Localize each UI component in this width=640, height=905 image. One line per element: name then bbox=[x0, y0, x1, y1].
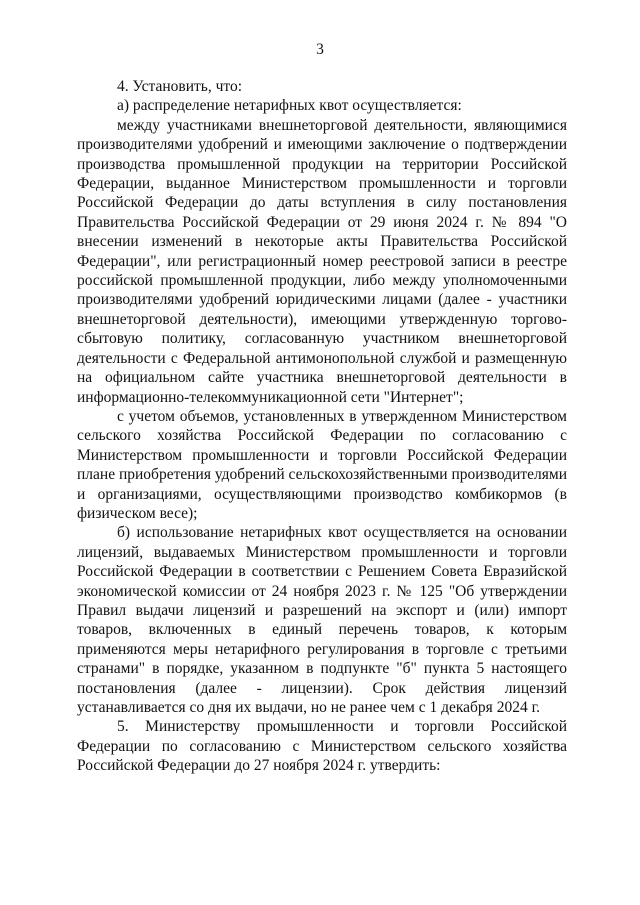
document-body bbox=[77, 77, 567, 776]
paragraph-subitem-a: а) распределение нетарифных квот осуществляется: bbox=[117, 97, 462, 115]
paragraph-item-4-heading: 4. Установить, что: bbox=[117, 78, 243, 95]
paragraph-quota-participants: между участниками внешнеторговой деятельности, являющимися производителями удобрений и имеющими заключение о подтверждении производства промышленной продукции на территории Российской Федерации, выданное Министерством промышленности и торговли Российской Федерации до даты вступления в силу постановления Правительства Российской Федерации от 29 июня 2024 г. № 894 "О внесении изменений в некоторые акты Правительства Российской Федерации", или регистрационный номер реестровой записи в реестре российской промышленной продукции, либо между уполномоченными производителями удобрений юридическими лицами (далее - участники внешнеторговой деятельности), имеющими утвержденную торгово-сбытовую политику, согласованную участником внешнеторговой деятельности с Федеральной антимонопольной службой и размещенную на официальном сайте участника внешнеторговой деятельности в информационно-телекоммуникационной сети "Интернет"; bbox=[77, 116, 567, 406]
paragraph-item-5: 5. Министерству промышленности и торговли Российской Федерации по согласованию с Министерством сельского хозяйства Российской Федерации до 27 ноября 2024 г. утвердить: bbox=[77, 718, 567, 775]
paragraph-quota-volumes: с учетом объемов, установленных в утвержденном Министерством сельского хозяйства Российской Федерации по согласованию с Министерством промышленности и торговли Российской Федерации плане приобретения удобрений сельскохозяйственными производителями и организациями, осуществляющими производство комбикормов (в физическом весе); bbox=[77, 407, 567, 522]
paragraph-subitem-b-licenses: б) использование нетарифных квот осуществляется на основании лицензий, выдаваемых Министерством промышленности и торговли Российской Федерации в соответствии с Решением Совета Евразийской экономической комиссии от 24 ноября 2023 г. № 125 "Об утверждении Правил выдачи лицензий и разрешений на экспорт и (или) импорт товаров, включенных в единый перечень товаров, к которым применяются меры нетарифного регулирования в торговле с третьими странами" в порядке, указанном в подпункте "б" пункта 5 настоящего постановления (далее - лицензии). Срок действия лицензий устанавливается со дня их выдачи, но не ранее чем с 1 декабря 2024 г. bbox=[77, 524, 567, 716]
page-number: 3 bbox=[316, 41, 324, 58]
